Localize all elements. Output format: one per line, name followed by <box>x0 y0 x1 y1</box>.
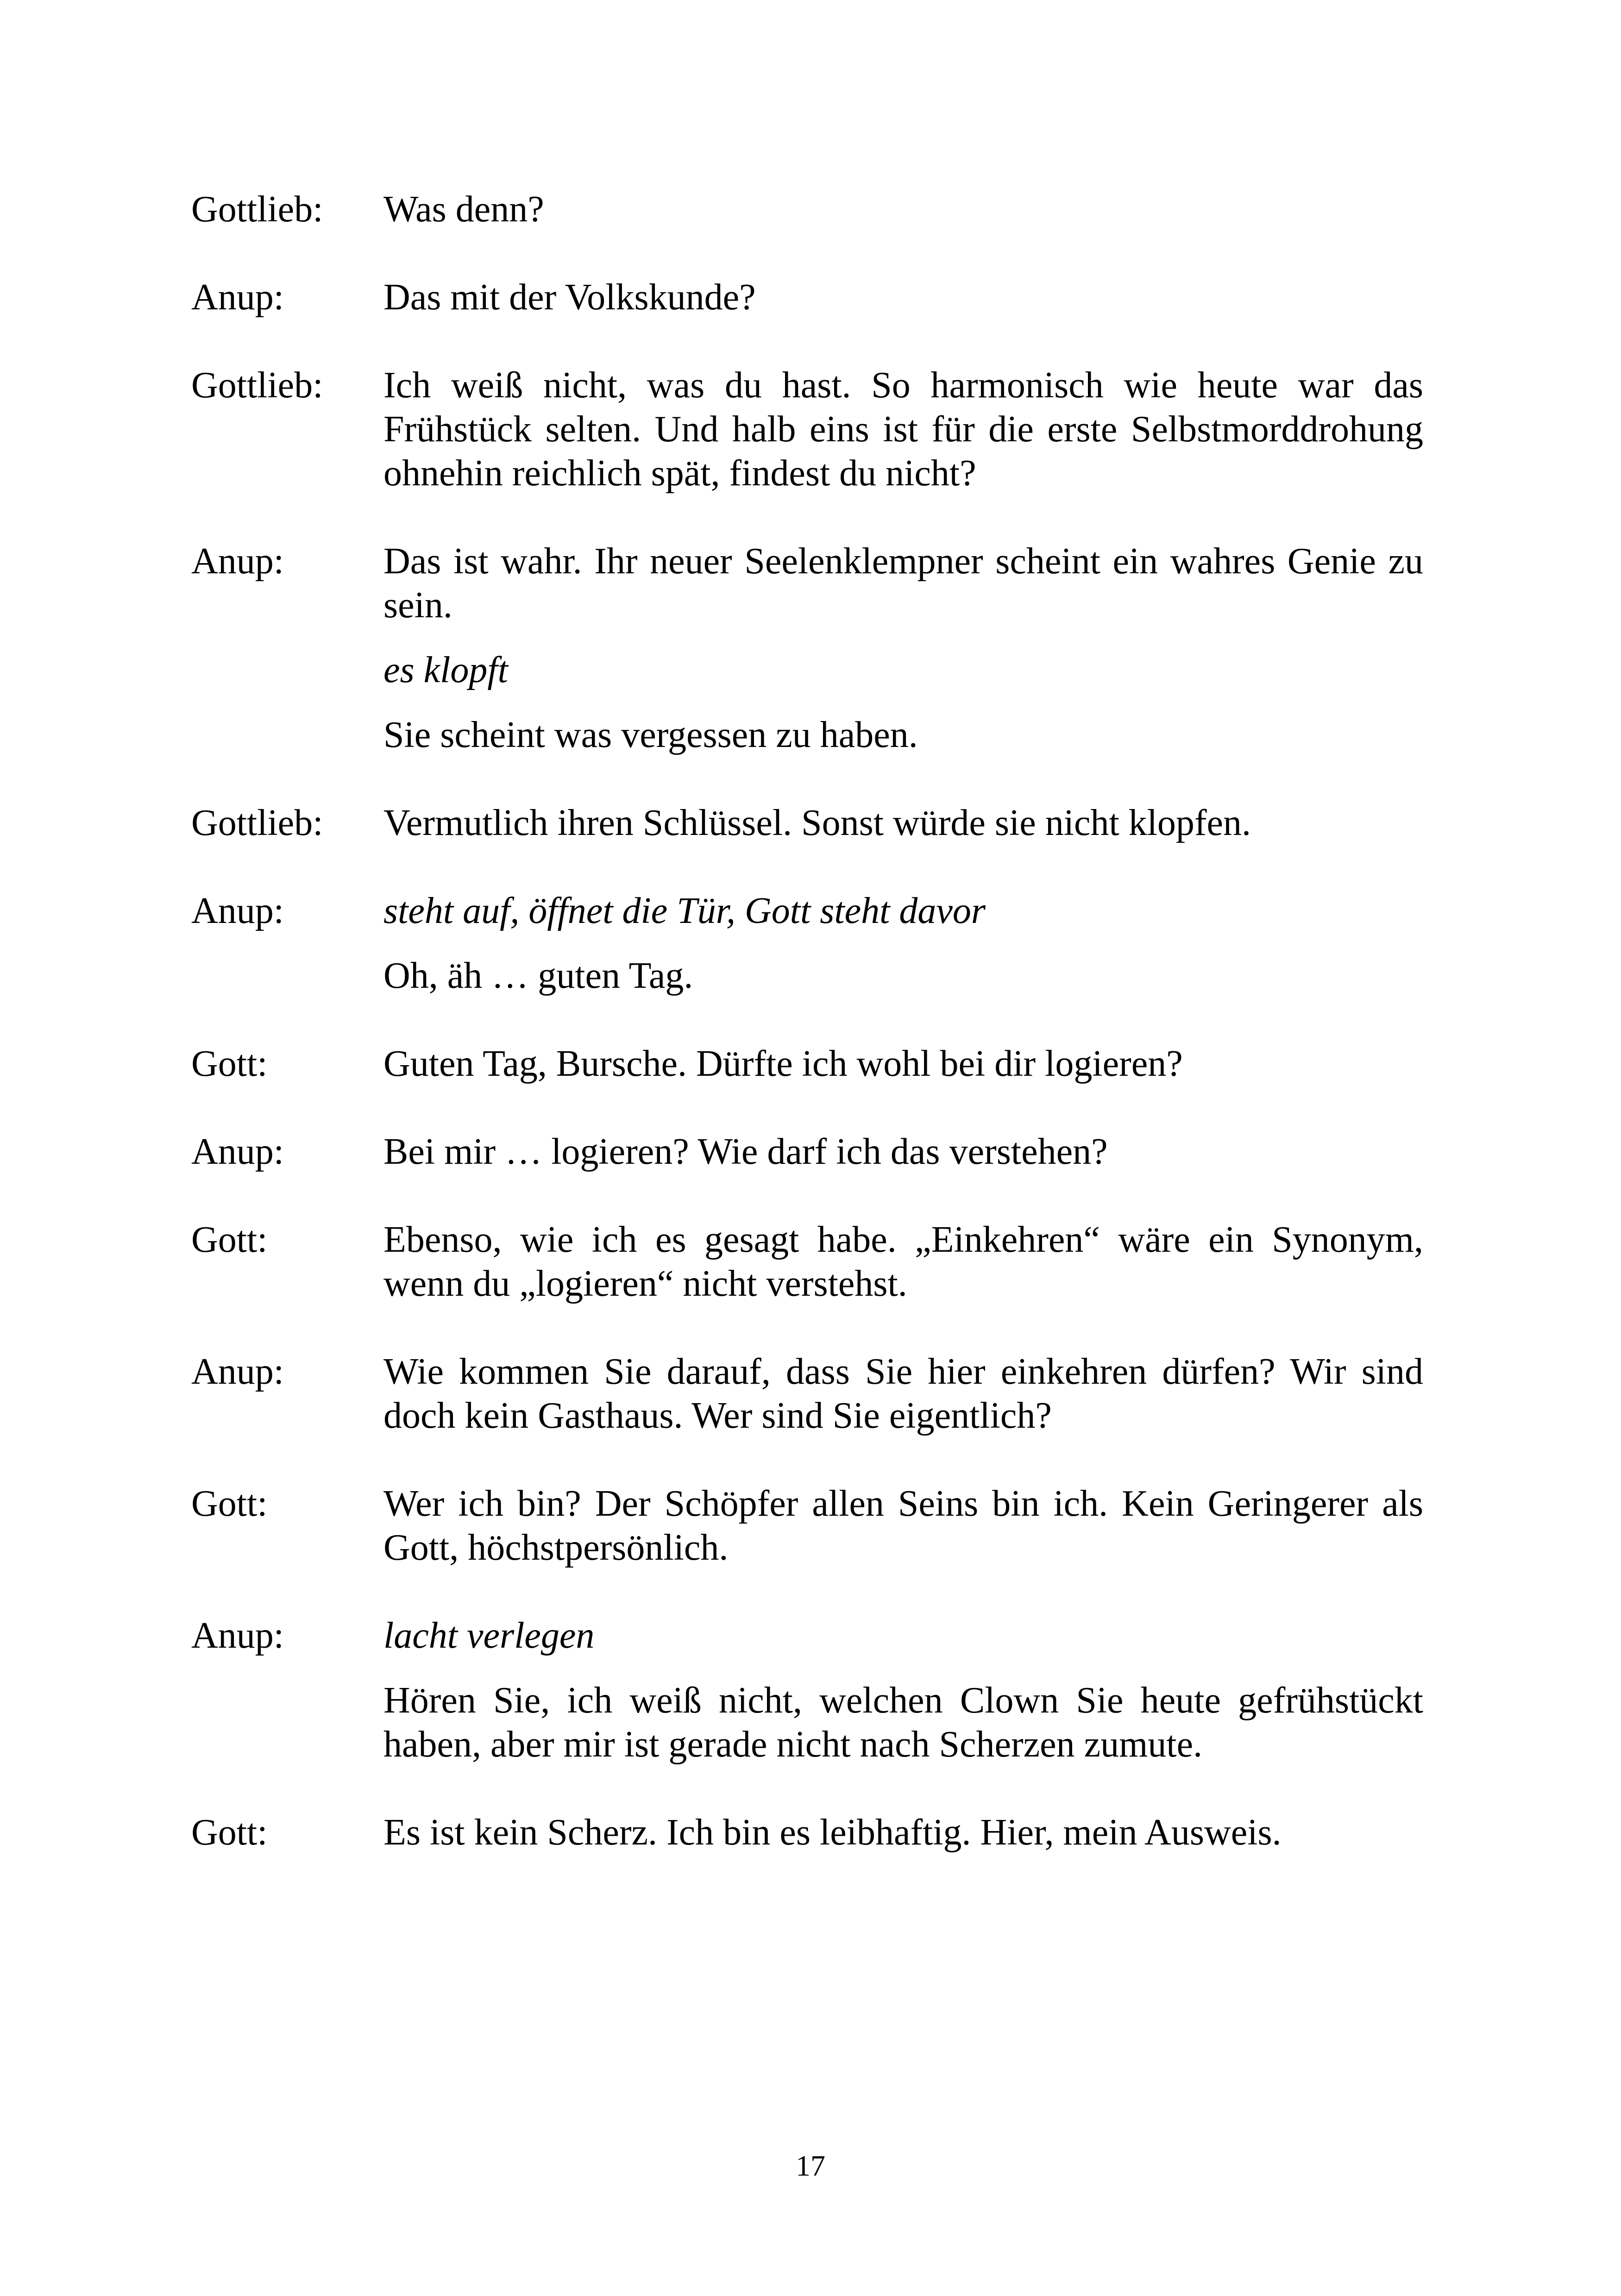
speaker-name <box>191 713 383 757</box>
speaker-name: Gott: <box>191 1812 268 1853</box>
speaker-name: Gott: <box>191 1483 268 1524</box>
dialogue-text: Das mit der Volkskunde? <box>383 277 756 318</box>
speaker-name: Gottlieb: <box>191 189 323 230</box>
stage-direction-text: es klopft <box>383 650 508 690</box>
dialogue-entry <box>191 1811 1423 1855</box>
dialogue-entry <box>191 713 1423 757</box>
stage-direction-entry <box>191 648 1423 692</box>
speaker-name: Gott: <box>191 1043 268 1084</box>
stage-direction-entry <box>191 1614 1423 1658</box>
dialogue-entry <box>191 801 1423 845</box>
dialogue-text: Guten Tag, Bursche. Dürfte ich wohl bei dir logieren? <box>383 1043 1183 1084</box>
dialogue-text: Was denn? <box>383 189 544 230</box>
dialogue-entry <box>191 1679 1423 1767</box>
dialogue-entry <box>191 1350 1423 1438</box>
dialogue-text: Sie scheint was vergessen zu haben. <box>383 715 918 755</box>
dialogue-entry <box>191 276 1423 320</box>
speaker-name: Anup: <box>191 891 284 931</box>
dialogue-entry <box>191 1042 1423 1086</box>
dialogue-text: Ebenso, wie ich es gesagt habe. „Einkehren“ wäre ein Synonym, wenn du „logieren“ nicht verstehst. <box>383 1219 1423 1304</box>
dialogue-list <box>191 188 1423 1899</box>
dialogue-entry <box>191 954 1423 998</box>
dialogue-text: Oh, äh … guten Tag. <box>383 955 693 996</box>
dialogue-text: Bei mir … logieren? Wie darf ich das verstehen? <box>383 1131 1108 1172</box>
dialogue-text: Wie kommen Sie darauf, dass Sie hier einkehren dürfen? Wir sind doch kein Gasthaus. Wer sind Sie eigentlich? <box>383 1351 1423 1436</box>
stage-direction-entry <box>191 889 1423 933</box>
speaker-name <box>191 648 383 692</box>
dialogue-text: Es ist kein Scherz. Ich bin es leibhaftig. Hier, mein Ausweis. <box>383 1812 1282 1853</box>
dialogue-text: Ich weiß nicht, was du hast. So harmonisch wie heute war das Frühstück selten. Und halb eins ist für die erste Selbstmorddrohung ohnehin reichlich spät, findest du nicht? <box>383 365 1423 494</box>
speaker-name: Gottlieb: <box>191 365 323 406</box>
dialogue-text: Das ist wahr. Ihr neuer Seelenklempner scheint ein wahres Genie zu sein. <box>383 541 1423 626</box>
stage-direction-text: lacht verlegen <box>383 1615 595 1656</box>
speaker-name: Gott: <box>191 1219 268 1260</box>
dialogue-entry <box>191 188 1423 232</box>
dialogue-text: Vermutlich ihren Schlüssel. Sonst würde sie nicht klopfen. <box>383 803 1251 843</box>
dialogue-text: Wer ich bin? Der Schöpfer allen Seins bin ich. Kein Geringerer als Gott, höchstpersönlich. <box>383 1483 1423 1568</box>
speaker-name: Anup: <box>191 541 284 582</box>
dialogue-entry <box>191 1482 1423 1570</box>
speaker-name: Anup: <box>191 277 284 318</box>
dialogue-entry <box>191 539 1423 627</box>
dialogue-text: Hören Sie, ich weiß nicht, welchen Clown Sie heute gefrühstückt haben, aber mir ist gerade nicht nach Scherzen zumute. <box>383 1680 1423 1765</box>
speaker-name <box>191 1679 383 1767</box>
speaker-name <box>191 954 383 998</box>
speaker-name: Anup: <box>191 1131 284 1172</box>
speaker-name: Anup: <box>191 1351 284 1392</box>
stage-direction-text: steht auf, öffnet die Tür, Gott steht davor <box>383 891 986 931</box>
dialogue-entry <box>191 1218 1423 1306</box>
dialogue-entry <box>191 364 1423 496</box>
page-number: 17 <box>796 2149 825 2182</box>
speaker-name: Gottlieb: <box>191 803 323 843</box>
speaker-name: Anup: <box>191 1615 284 1656</box>
dialogue-entry <box>191 1130 1423 1174</box>
